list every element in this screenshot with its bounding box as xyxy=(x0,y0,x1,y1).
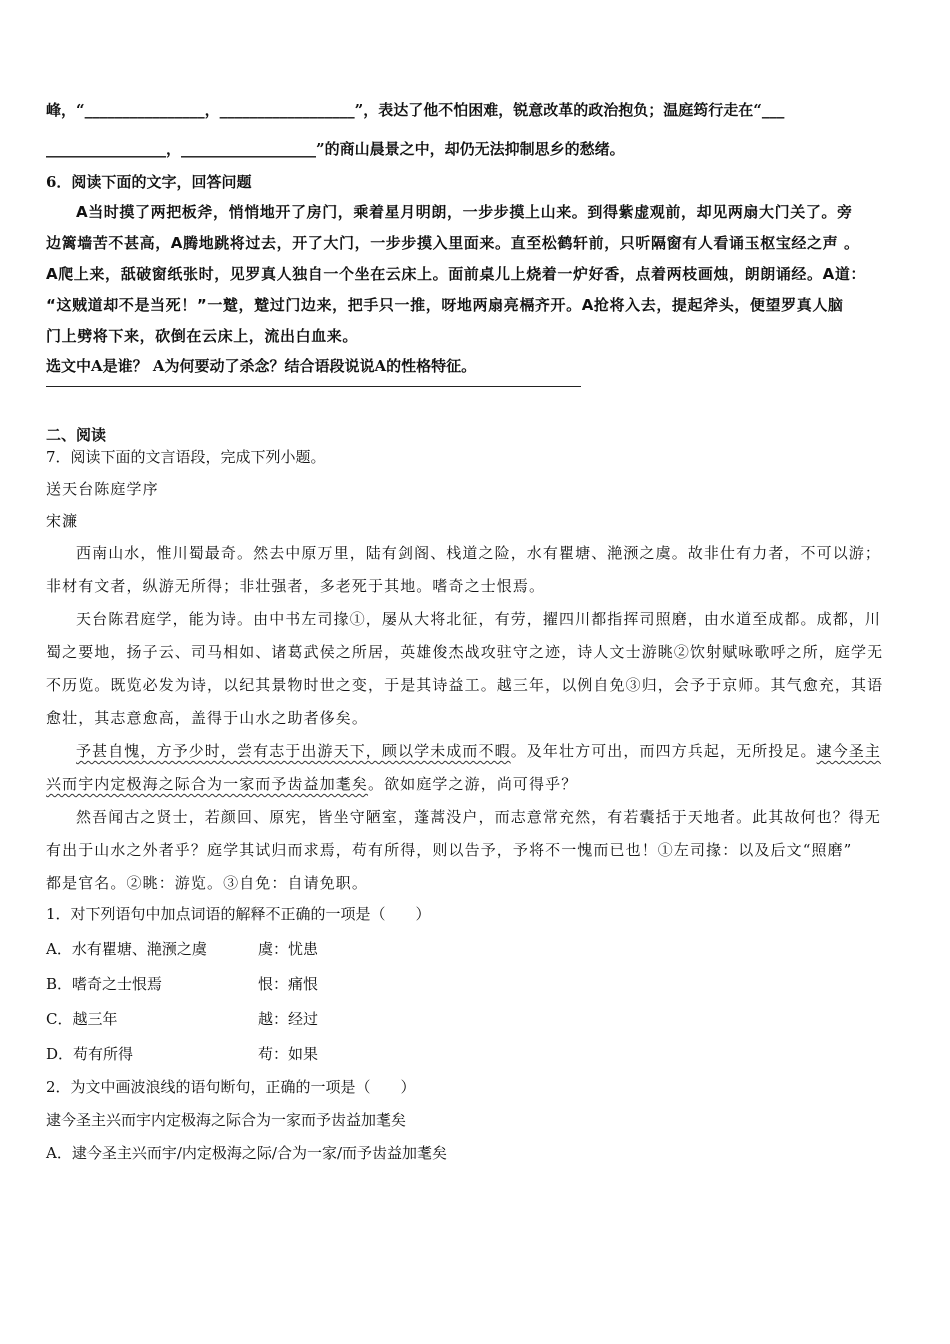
sub1-option-d: D．苟有所得 苟：如果 xyxy=(46,1045,319,1063)
essay-p1-line-1: 西南山水，惟川蜀最奇。然去中原万里，陆有剑阁、栈道之险，水有瞿塘、滟滪之虞。故非仕有力者，不可以游； xyxy=(76,544,882,562)
sub1-option-a: A．水有瞿塘、滟滪之虞 虞：忧患 xyxy=(46,940,319,958)
section-heading: 二、阅读 xyxy=(46,426,107,444)
sub2-sentence: 逮今圣主兴而宇内定极海之际合为一家而予齿益加耄矣 xyxy=(46,1111,407,1129)
q6-passage-line-3: A爬上来，舐破窗纸张时，见罗真人独自一个坐在云床上。面前桌儿上烧着一炉好香，点着两枝画烛，朗朗诵经。A道： xyxy=(46,265,867,283)
essay-title: 送天台陈庭学序 xyxy=(46,480,159,498)
answer-line xyxy=(46,386,581,387)
essay-p4-line-1: 然吾闻古之贤士，若颜回、原宪，皆坐守陋室，蓬蒿没户，而志意常充然，有若囊括于天地者。此其故何也？得无 xyxy=(76,808,882,826)
q6-title: 6．阅读下面的文字，回答问题 xyxy=(46,173,252,191)
sub2-option-a: A．逮今圣主兴而宇/内定极海之际/合为一家/而予齿益加耄矣 xyxy=(46,1144,447,1162)
q6-question: 选文中A是谁？ A为何要动了杀念？结合语段说说A的性格特征。 xyxy=(46,357,477,375)
wavy-underline-text: 兴而宇内定极海之际合为一家而予齿益加耄矣 xyxy=(46,775,369,793)
essay-p2-line-3: 不历览。既览必发为诗，以纪其景物时世之变，于是其诗益工。越三年，以例自免③归，会予于京师。其气愈充，其语 xyxy=(46,676,884,694)
sub1-option-b: B．嗜奇之士恨焉 恨：痛恨 xyxy=(46,975,319,993)
essay-p2-line-4: 愈壮，其志意愈高，盖得于山水之助者侈矣。 xyxy=(46,709,369,727)
q6-passage-line-2: 边篱墙苦不甚高，A腾地跳将过去，开了大门，一步步摸入里面来。直至松鹤轩前，只听隔窗有人看诵玉枢宝经之声 。 xyxy=(46,234,860,252)
essay-author: 宋濂 xyxy=(46,512,79,530)
wavy-underline-text: 逮今圣主 xyxy=(816,742,882,760)
essay-p1-line-2: 非材有文者，纵游无所得；非壮强者，多老死于其地。嗜奇之士恨焉。 xyxy=(46,577,546,595)
essay-p3-line-2: 兴而宇内定极海之际合为一家而予齿益加耄矣。欲如庭学之游，尚可得乎？ xyxy=(46,775,578,793)
q6-passage-line-5: 门上劈将下来，砍倒在云床上，流出白血来。 xyxy=(46,327,359,345)
q6-passage-line-4: “这贼道却不是当死！”一蹵，蹵过门边来，把手只一推，呀地两扇亮槅齐开。A抢将入去，提起斧头，便望罗真人脑 xyxy=(46,296,844,314)
q6-passage-line-1: A当时摸了两把板斧，悄悄地开了房门，乘着星月明朗，一步步摸上山来。到得紫虚观前，却见两扇大门关了。旁 xyxy=(76,203,853,221)
wavy-underline-text: 予甚自愧，方予少时，尝有志于出游天下，顾以学未成而不暇 xyxy=(76,742,511,760)
essay-p2-line-1: 天台陈君庭学，能为诗。由中书左司掾①，屡从大将北征，有劳，擢四川都指挥司照磨，由水道至成都。成都，川 xyxy=(76,610,882,628)
sub2-stem: 2．为文中画波浪线的语句断句，正确的一项是（ ） xyxy=(46,1078,416,1096)
essay-p3-line-1: 予甚自愧，方予少时，尝有志于出游天下，顾以学未成而不暇。及年壮方可出，而四方兵起，无所投足。逮今圣主 xyxy=(76,742,882,760)
sub1-option-c: C．越三年 越：经过 xyxy=(46,1010,319,1028)
q7-intro: 7．阅读下面的文言语段，完成下列小题。 xyxy=(46,448,326,466)
q5-answer-line-2: ________________，__________________”的商山晨景之中，却仍无法抑制思乡的愁绪。 xyxy=(46,140,625,158)
sub1-stem: 1．对下列语句中加点词语的解释不正确的一项是（ ） xyxy=(46,905,431,923)
document-page xyxy=(46,98,906,1162)
essay-p4-line-2: 有出于山水之外者乎？庭学其试归而求焉，苟有所得，则以告予，予将不一愧而已也！①左司掾：以及后文“照磨” xyxy=(46,841,853,859)
essay-p4-line-3: 都是官名。②眺：游览。③自免：自请免职。 xyxy=(46,874,369,892)
q5-answer-line-1: 峰，“________________，__________________”，表达了他不怕困难，锐意改革的政治抱负；温庭筠行走在“___ xyxy=(46,101,785,119)
essay-p2-line-2: 蜀之要地，扬子云、司马相如、诸葛武侯之所居，英雄俊杰战攻驻守之迹，诗人文士游眺②饮射赋咏歌呼之所，庭学无 xyxy=(46,643,884,661)
